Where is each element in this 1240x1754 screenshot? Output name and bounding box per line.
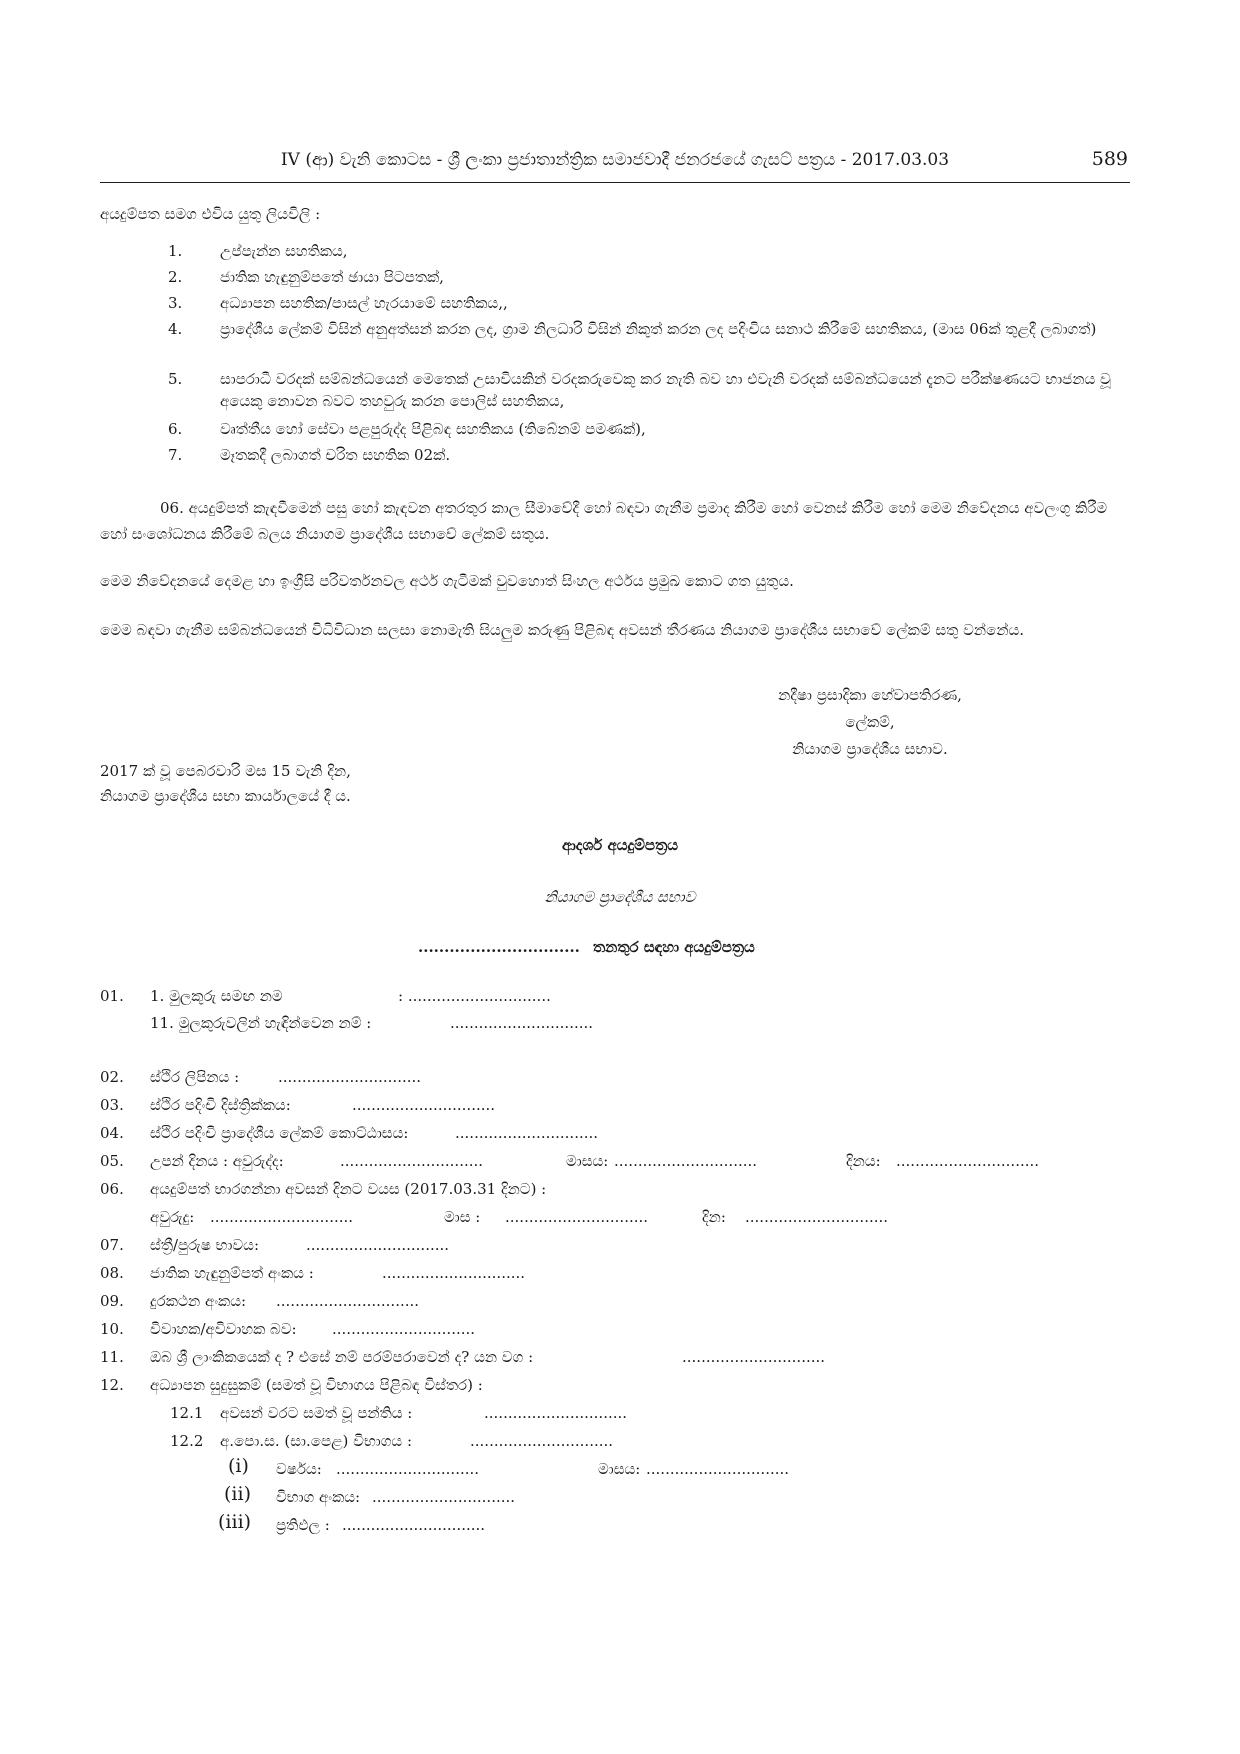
header-rule — [100, 182, 1130, 183]
doc-item-number: 2. — [168, 268, 183, 286]
blank-nic-number: .............................. — [382, 1264, 526, 1282]
doc-item-text: සාපරාධී වරදක් සම්බන්ධයෙන් මෙතෙක් උසාවියකින් වරදකරුවෙකු කර නැති බව හා එවැනි වරදක් සම්බන්ධයෙන් දැනට පරීක්ෂණයට භාජනය වූ අයෙකු නොවන බවට තහවුරු කරන පොලිස් සහතිකය, — [220, 370, 1111, 410]
blank-age-months: .............................. — [505, 1208, 649, 1226]
blank-birth-day: .............................. — [896, 1152, 1040, 1170]
field-label-age-years: අවුරුදු: — [150, 1208, 195, 1226]
blank-district: .............................. — [352, 1096, 496, 1114]
blank-exam-year: .............................. — [336, 1460, 480, 1478]
field-label-permanent-address: ස්ථිර ලිපිනය : — [150, 1068, 240, 1086]
field-label-names-denoted-by-initials: 11. මුලකුරුවලින් හැඳින්වෙන නම් : — [150, 1014, 372, 1032]
doc-item-text: අධ්‍යාපන සහතික/පාසල් හැරයාමේ සහතිකය,, — [220, 294, 508, 312]
field-number: 07. — [100, 1236, 124, 1254]
field-label-citizenship: ඔබ ශ්‍රී ලාංකිකයෙක් ද ? එසේ නම් පරම්පරාවෙන් ද? යන වග : — [150, 1348, 534, 1366]
field-label-date-of-birth: උපන් දිනය : අවුරුද්ද: — [150, 1152, 284, 1170]
page-number: 589 — [1091, 148, 1128, 170]
field-number: 02. — [100, 1068, 124, 1086]
field-number: 05. — [100, 1152, 124, 1170]
field-number: 12. — [100, 1376, 124, 1394]
blank-exam-month: .............................. — [646, 1460, 790, 1478]
issue-place: නියාගම ප්‍රාදේශීය සභා කාර්යාලයේ දී ය. — [100, 787, 351, 805]
field-number: 09. — [100, 1292, 124, 1310]
blank-birth-year: .............................. — [340, 1152, 484, 1170]
doc-item-number: 7. — [168, 446, 183, 464]
signatory-office: නියාගම ප්‍රාදේශීය සභාව. — [792, 740, 948, 758]
field-label-age: අයදුම්පත් භාරගන්නා අවසන් දිනට වයස (2017.03.31 දිනට) : — [150, 1180, 547, 1198]
signatory-position: ලේකම්, — [845, 713, 895, 731]
blank-name-with-initials: : .............................. — [398, 987, 551, 1005]
blank-telephone: .............................. — [276, 1292, 420, 1310]
subfield-number: 12.1 — [170, 1404, 204, 1422]
field-number: 06. — [100, 1180, 124, 1198]
page-header — [100, 150, 1130, 190]
field-label-name-with-initials: 1. මුලකුරු සමඟ නම — [150, 987, 283, 1005]
field-label-district: ස්ථිර පදිංචි දිස්ත්‍රික්කය: — [150, 1096, 291, 1114]
doc-item-number: 3. — [168, 294, 183, 312]
doc-item-number: 5. — [168, 370, 183, 388]
field-number: 10. — [100, 1320, 124, 1338]
roman-numeral: (i) — [228, 1455, 249, 1477]
field-label-index-number: විභාග අංකය: — [276, 1488, 361, 1506]
blank-index-number: .............................. — [372, 1488, 516, 1506]
doc-item-text: උප්පැන්න සහතිකය, — [220, 242, 348, 260]
field-label-gender: ස්ත්‍රී/පුරුෂ භාවය: — [150, 1236, 260, 1254]
post-name-blank: ............................... — [418, 938, 580, 956]
blank-last-grade-passed: .............................. — [484, 1404, 628, 1422]
doc-item-number: 4. — [168, 320, 183, 338]
gazette-title: IV (ආ) වැනි කොටස - ශ්‍රී ලංකා ප්‍රජාතාන්ත්‍රික සමාජවාදී ජනරජයේ ගැසට් පත්‍රය - 2017.03.03 — [280, 150, 950, 170]
doc-item-text: වෘත්තීය හෝ සේවා පළපුරුද්ද පිළිබඳ සහතිකය (තිබේනම් පමණක්), — [220, 420, 646, 438]
subfield-number: 12.2 — [170, 1432, 204, 1450]
doc-item-text: ජාතික හැඳුනුම්පතේ ඡායා පිටපතක්, — [220, 268, 444, 286]
blank-permanent-address: .............................. — [278, 1068, 422, 1086]
blank-results: .............................. — [342, 1516, 486, 1534]
field-label-divisional-secretariat: ස්ථිර පදිංචි ප්‍රාදේශීය ලේකම් කොට්ඨාසය: — [150, 1124, 409, 1142]
blank-gender: .............................. — [306, 1236, 450, 1254]
field-number: 03. — [100, 1096, 124, 1114]
blank-age-days: .............................. — [745, 1208, 889, 1226]
blank-citizenship: .............................. — [682, 1348, 826, 1366]
field-label-last-grade-passed: අවසන් වරට සමත් වූ පන්තිය : — [220, 1404, 413, 1422]
documents-heading: අයදුම්පත සමග එවිය යුතු ලියවිලි : — [100, 205, 321, 223]
blank-civil-status: .............................. — [332, 1320, 476, 1338]
signatory-name: නදීෂා ප්‍රසාදිකා හේවාපතිරණ, — [778, 686, 962, 704]
field-label-gce-ol: අ.පො.ස. (සා.පෙළ) විභාගය : — [220, 1432, 413, 1450]
field-label-age-months: මාස : — [444, 1208, 481, 1226]
field-label-results: ප්‍රතිඵල : — [276, 1516, 330, 1534]
paragraph-revision-authority: 06. අයදුම්පත් කැඳවීමෙන් පසු හෝ කැඳවන අතරතුර කාල සීමාවේදී හෝ බඳවා ගැනීම ප්‍රමාද කිරීම හෝ වෙනස් කිරීම හෝ මෙම නිවේදනය අවලංගු කිරීම හෝ සංශෝධනය කිරීමේ බලය නියාගම ප්‍රාදේශීය සභාවේ ලේකම් සතුය. — [100, 499, 1108, 543]
field-label-exam-month: මාසය: — [598, 1460, 641, 1478]
form-title: ආදර්ශ අයදුම්පත්‍රය — [561, 836, 679, 854]
field-number: 11. — [100, 1348, 124, 1366]
field-label-exam-year: වර්ෂය: — [276, 1460, 322, 1478]
doc-item-number: 6. — [168, 420, 183, 438]
field-number: 08. — [100, 1264, 124, 1282]
field-label-birth-day: දිනය: — [846, 1152, 881, 1170]
blank-gce-ol: .............................. — [470, 1432, 614, 1450]
blank-birth-month: .............................. — [614, 1152, 758, 1170]
roman-numeral: (iii) — [218, 1511, 252, 1533]
field-number: 04. — [100, 1124, 124, 1142]
field-label-age-days: දින: — [702, 1208, 726, 1226]
field-label-education: අධ්‍යාපන සුදුසුකම් (සමත් වූ විභාගය පිළිබඳ විස්තර) : — [150, 1376, 483, 1394]
issue-date: 2017 ක් වූ පෙබරවාරි මස 15 වැනි දින, — [100, 762, 351, 780]
doc-item-number: 1. — [168, 242, 183, 260]
field-number: 01. — [100, 987, 124, 1005]
field-label-telephone: දුරකථන අංකය: — [150, 1292, 247, 1310]
form-subtitle: නියාගම ප්‍රාදේශීය සභාව — [544, 888, 696, 906]
doc-item-text: මෑතකදී ලබාගත් චරිත සහතික 02ක්. — [220, 446, 451, 464]
paragraph-language-precedence: මෙම නිවේදනයේ දෙමළ හා ඉංග්‍රීසි පරිවර්තනවල අර්ථ ගැටීමක් වුවහොත් සිංහල අර්ථය ප්‍රමුඛ කොට ගත යුතුය. — [100, 572, 794, 590]
doc-item-text: ප්‍රාදේශීය ලේකම් විසින් අනුඅත්සන් කරන ලද, ග්‍රාම නිලධාරි විසින් නිකුත් කරන ලද පදිංචිය සනාථ කිරීමේ සහතිකය, (මාස 06ක් තුළදී ලබාගත්) — [220, 320, 1097, 338]
roman-numeral: (ii) — [224, 1483, 251, 1505]
blank-names-denoted-by-initials: .............................. — [450, 1014, 594, 1032]
blank-age-years: .............................. — [210, 1208, 354, 1226]
paragraph-final-decision: මෙම බඳවා ගැනීම සම්බන්ධයෙන් විධිවිධාන සලසා නොමැති සියලුම කරුණු පිළිබඳ අවසන් තීරණය නියාගම ප්‍රාදේශීය සභාවේ ලේකම් සතු වන්නේය. — [100, 621, 1025, 639]
field-label-civil-status: විවාහක/අවිවාහක බව: — [150, 1320, 297, 1338]
field-label-birth-month: මාසය: — [566, 1152, 609, 1170]
field-label-nic-number: ජාතික හැඳුනුම්පත් අංකය : — [150, 1264, 314, 1282]
blank-divisional-secretariat: .............................. — [455, 1124, 599, 1142]
post-application-title: තනතුර සඳහා අයදුම්පත්‍රය — [593, 938, 755, 956]
